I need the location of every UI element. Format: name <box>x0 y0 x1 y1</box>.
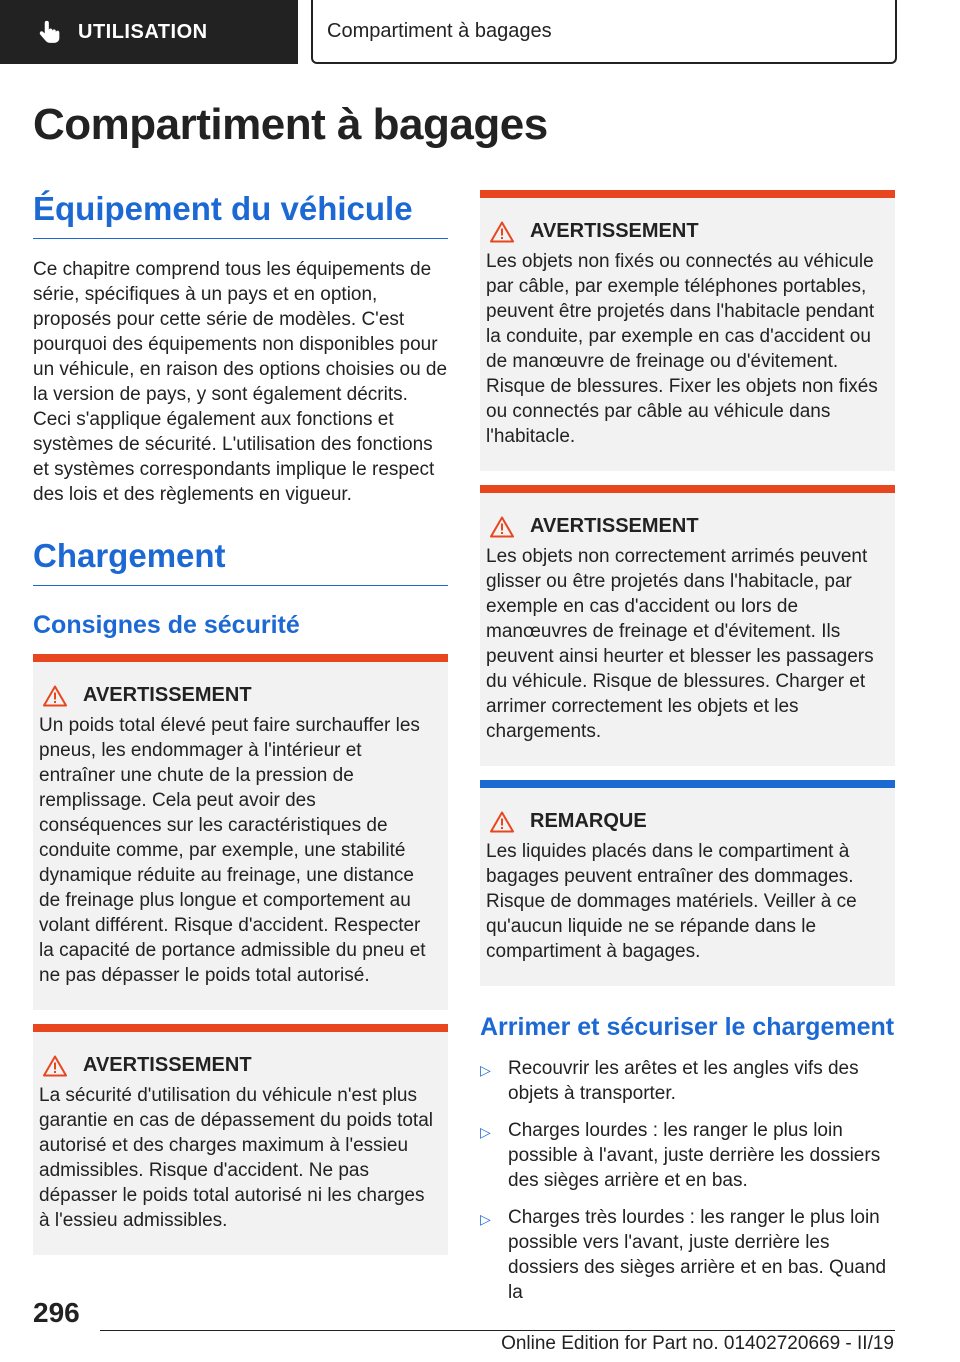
equipment-heading: Équipement du véhicule <box>33 190 448 239</box>
left-column <box>33 190 448 1255</box>
list-item-text: Recouvrir les arêtes et les angles vifs des objets à transporter. <box>508 1058 859 1104</box>
hand-pointer-icon <box>36 18 64 46</box>
warning-triangle-icon <box>43 1055 67 1077</box>
header-chapter-tab <box>311 0 897 64</box>
footer-divider <box>100 1330 895 1331</box>
loading-heading: Chargement <box>33 537 448 586</box>
warning-box-title: AVERTISSEMENT <box>83 1054 252 1076</box>
notice-box-title: REMARQUE <box>530 810 647 832</box>
page-title: Compartiment à bagages <box>33 100 548 149</box>
warning-box-text: La sécurité d'utilisation du véhicule n'est plus garantie en cas de dépassement du poids total autorisé et des charges maximum à l'essieu admissibles. Risque d'accident. Ne pas dépasser le poids total autorisé ni les charges à l'essieu admissibles. <box>39 1085 433 1231</box>
footer-edition: Online Edition for Part no. 01402720669 - II/19 <box>501 1333 894 1354</box>
triangle-right-icon: ▷ <box>480 1211 491 1227</box>
notice-box-text: Les liquides placés dans le compartiment à bagages peuvent entraîner des dommages. Risque de dommages matériels. Veiller à ce qu'aucun liquide ne se répande dans le compartiment à bagages. <box>486 841 857 962</box>
safety-subheading: Consignes de sécurité <box>33 611 300 639</box>
page-number: 296 <box>33 1297 80 1328</box>
warning-triangle-icon <box>490 516 514 538</box>
warning-box-text: Les objets non fixés ou connectés au véhicule par câble, par exemple téléphones portables, peuvent être projetés dans l'habitacle pendant la conduite, par exemple en cas d'accident ou de manœuvre de freinage ou d'évitement. Risque de blessures. Fixer les objets non fixés ou connectés par câble au véhicule dans l'habitacle. <box>486 251 878 447</box>
warning-box <box>33 654 448 1010</box>
header-section-tab <box>0 0 298 64</box>
triangle-right-icon: ▷ <box>480 1124 491 1140</box>
header-chapter-label: Compartiment à bagages <box>327 19 552 42</box>
list-item-text: Charges lourdes : les ranger le plus loin possible à l'avant, juste derrière les dossiers des sièges arrière et en bas. <box>508 1120 881 1191</box>
header-section-label: UTILISATION <box>78 20 208 43</box>
warning-triangle-icon <box>490 811 514 833</box>
equipment-text: Ce chapitre comprend tous les équipements de série, spécifiques à un pays et en option, proposés pour cette série de modèles. C'est pourquoi des équipements non disponibles pour un véhicule, en raison des options choisies ou de la version de pays, y sont également décrits. Ceci s'applique également aux fonctions et systèmes de sécurité. L'utilisation des fonctions et systèmes correspondants implique le respect des lois et des règlements en vigueur. <box>33 259 448 505</box>
list-item <box>480 1118 895 1193</box>
warning-box-title: AVERTISSEMENT <box>530 220 699 242</box>
warning-box <box>480 190 895 471</box>
notice-box <box>480 780 895 986</box>
warning-box-title: AVERTISSEMENT <box>530 515 699 537</box>
warning-triangle-icon <box>43 685 67 707</box>
securing-steps-list <box>480 1056 895 1305</box>
right-column <box>480 190 895 1317</box>
warning-triangle-icon <box>490 221 514 243</box>
triangle-right-icon: ▷ <box>480 1062 491 1078</box>
list-item <box>480 1205 895 1305</box>
securing-heading: Arrimer et sécuriser le chargement <box>480 1013 895 1041</box>
warning-box <box>480 485 895 766</box>
warning-box-text: Les objets non correctement arrimés peuvent glisser ou être projetés dans l'habitacle, par exemple en cas d'accident ou lors de manœuvres de freinage et d'évitement. Ils peuvent ainsi heurter et blesser les passagers du véhicule. Risque de blessures. Charger et arrimer correctement les objets et les chargements. <box>486 546 874 742</box>
warning-box-text: Un poids total élevé peut faire surchauffer les pneus, les endommager à l'intérieur et entraîner une chute de la pression de remplissage. Cela peut avoir des conséquences sur les caractéristiques de conduite comme, par exemple, une stabilité dynamique réduite au freinage, une distance de freinage plus longue et comportement au volant différent. Risque d'accident. Respecter la capacité de portance admissible du pneu et ne pas dépasser le poids total autorisé. <box>39 715 426 986</box>
warning-box <box>33 1024 448 1255</box>
warning-box-title: AVERTISSEMENT <box>83 684 252 706</box>
list-item-text: Charges très lourdes : les ranger le plus loin possible vers l'avant, juste derrière les dossiers des sièges arrière et en bas. Quand la <box>508 1207 887 1303</box>
list-item <box>480 1056 895 1106</box>
